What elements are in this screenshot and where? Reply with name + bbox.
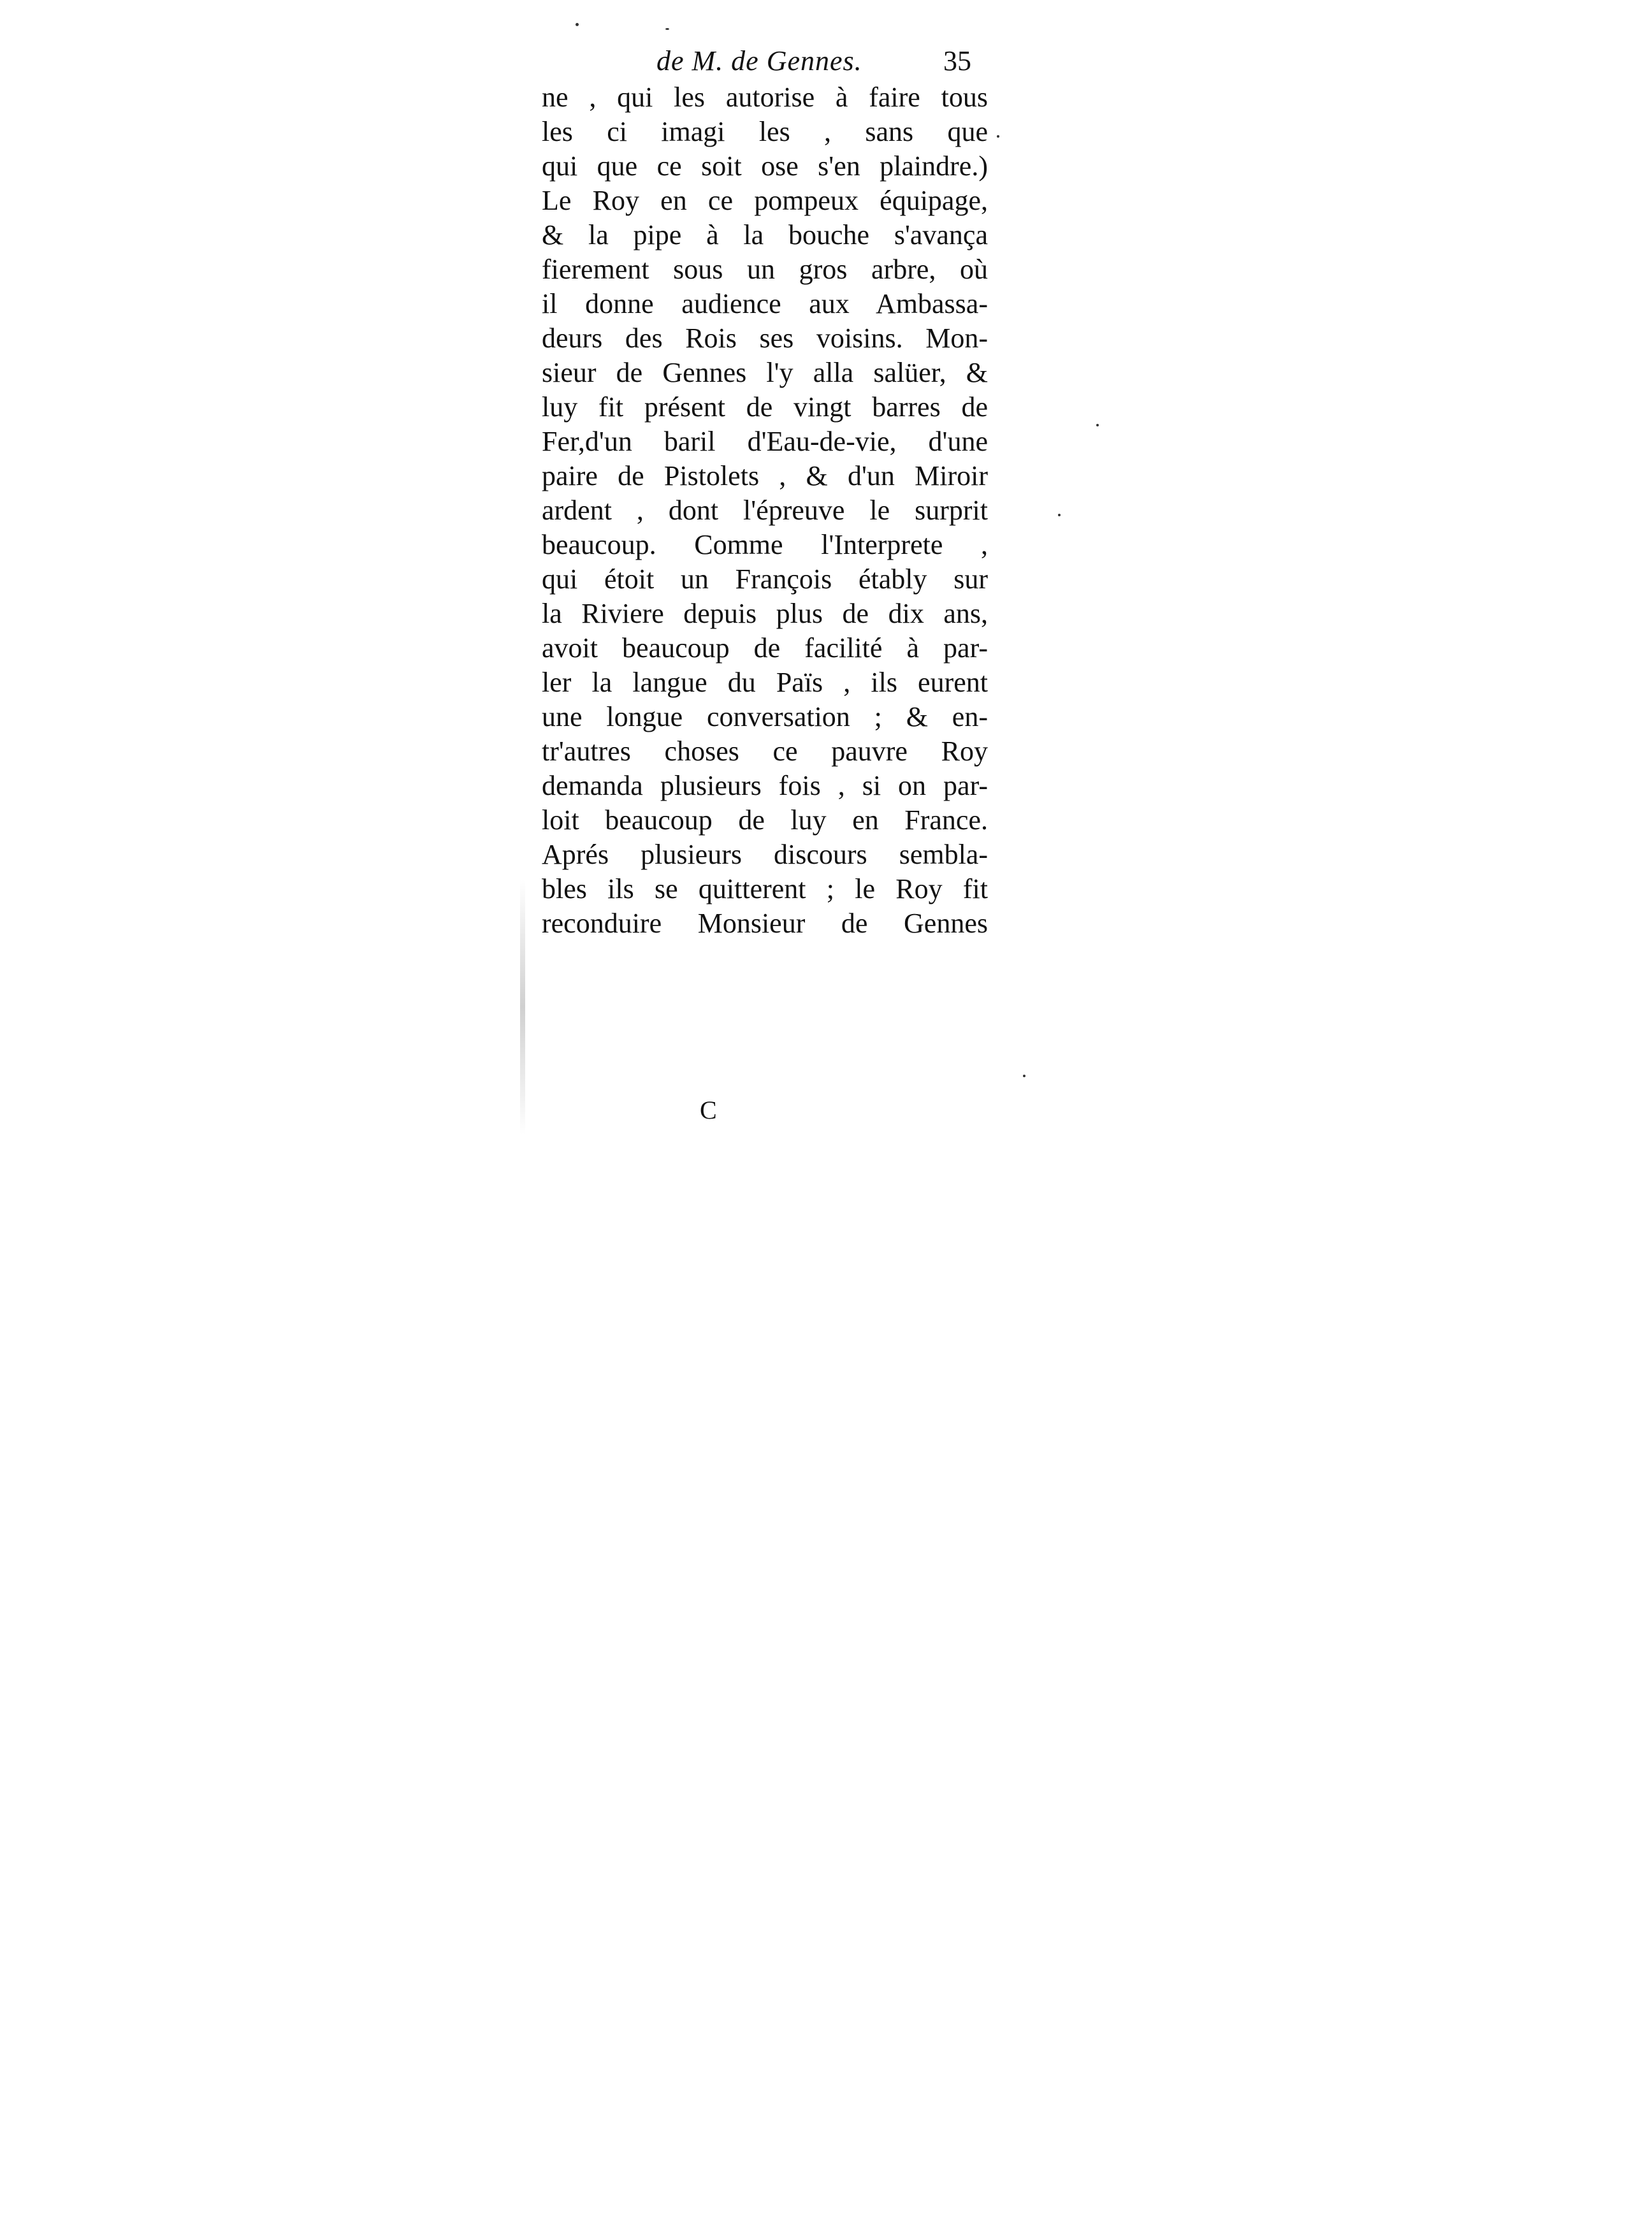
ink-speck: [665, 28, 669, 30]
text-line: reconduire Monsieur de Gennes: [542, 908, 988, 939]
ink-speck: [1058, 514, 1061, 516]
text-line: ne , qui les autorise à faire tous: [542, 82, 988, 113]
running-head: de M. de Gennes.: [656, 45, 862, 76]
text-line: & la pipe à la bouche s'avança: [542, 219, 988, 250]
text-line: la Riviere depuis plus de dix ans,: [542, 598, 988, 629]
text-line: ardent , dont l'épreuve le surprit: [542, 495, 988, 526]
text-line: beaucoup. Comme l'Interprete ,: [542, 529, 988, 560]
page-number: 35: [943, 45, 971, 76]
text-line: Aprés plusieurs discours sembla-: [542, 839, 988, 870]
signature-mark: C: [700, 1096, 717, 1124]
text-line: ler la langue du Païs , ils eurent: [542, 667, 988, 698]
ink-speck: [576, 23, 579, 26]
text-line: paire de Pistolets , & d'un Miroir: [542, 460, 988, 491]
text-line: une longue conversation ; & en-: [542, 701, 988, 732]
text-line: bles ils se quitterent ; le Roy fit: [542, 873, 988, 904]
text-line: tr'autres choses ce pauvre Roy: [542, 736, 988, 767]
text-line: il donne audience aux Ambassa-: [542, 288, 988, 319]
ink-speck: [1096, 424, 1099, 426]
text-line: loit beaucoup de luy en France.: [542, 804, 988, 836]
scan-edge-shadow: [520, 880, 525, 1135]
text-line: Fer,d'un baril d'Eau-de-vie, d'une: [542, 426, 988, 457]
text-line: les ci imagi les , sans que: [542, 116, 988, 147]
body-text: [542, 80, 988, 941]
text-line: luy fit présent de vingt barres de: [542, 391, 988, 423]
ink-speck: [997, 135, 999, 138]
text-line: Le Roy en ce pompeux équipage,: [542, 185, 988, 216]
text-line: avoit beaucoup de facilité à par-: [542, 632, 988, 664]
text-line: demanda plusieurs fois , si on par-: [542, 770, 988, 801]
ink-speck: [1023, 1075, 1025, 1077]
text-line: qui que ce soit ose s'en plaindre.): [542, 150, 988, 182]
text-line: sieur de Gennes l'y alla salüer, &: [542, 357, 988, 388]
text-line: fierement sous un gros arbre, où: [542, 254, 988, 285]
text-line: qui étoit un François étably sur: [542, 563, 988, 595]
text-line: deurs des Rois ses voisins. Mon-: [542, 323, 988, 354]
